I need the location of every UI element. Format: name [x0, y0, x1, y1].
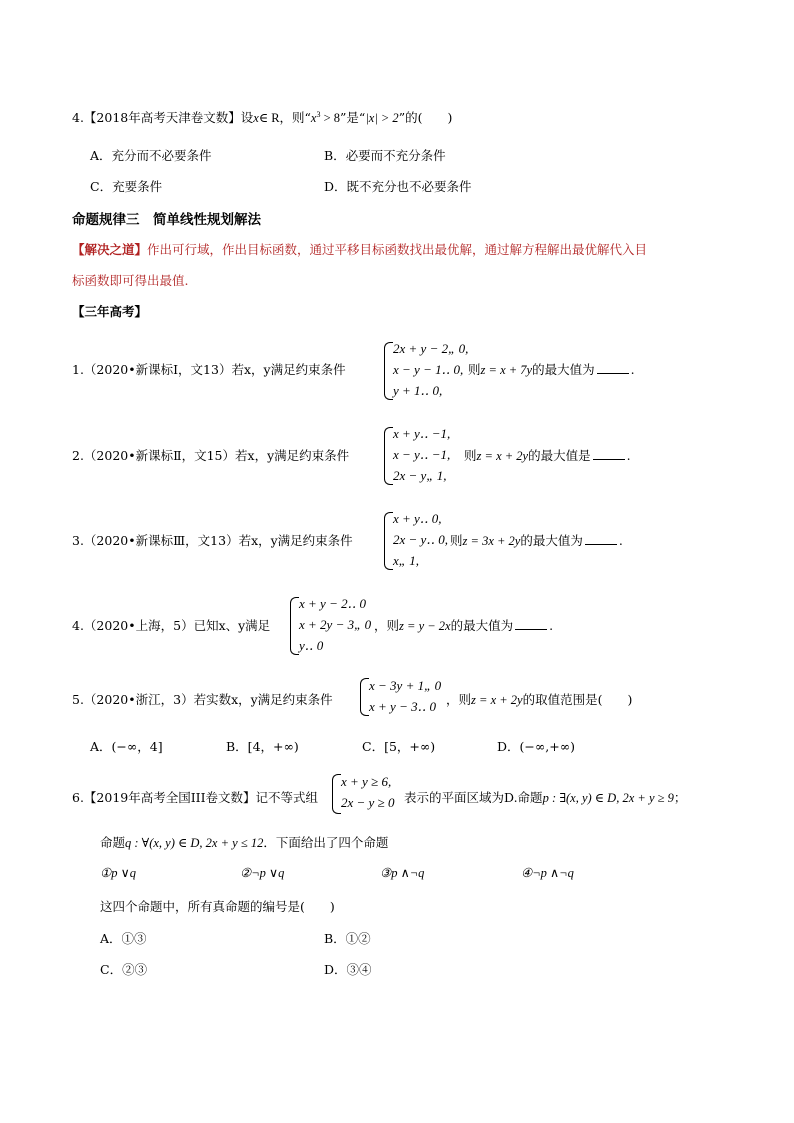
p1-cond-1: 2x + y − 2„ 0, — [393, 341, 469, 356]
p5-objective: z = x + 2y — [471, 693, 523, 707]
p3-brace — [384, 512, 393, 570]
method-line-1 — [72, 240, 647, 258]
q4-option-b[interactable]: B．必要而不充分条件 — [324, 148, 446, 163]
p1-brace — [384, 342, 393, 400]
q4-mid1: ，则“ — [279, 110, 311, 125]
q4-option-a[interactable]: A．充分而不必要条件 — [90, 148, 212, 163]
p4-prefix: 4.（2020•上海，5）已知x、y满足 — [72, 618, 271, 633]
section-title: 命题规律三 简单线性规划解法 — [72, 212, 261, 228]
p3-then: 则 — [450, 533, 463, 548]
p6-mid: 表示的平面区域为D.命题 — [404, 790, 543, 805]
q4-option-d[interactable]: D．既不充分也不必要条件 — [324, 179, 472, 194]
p6-constraints — [341, 771, 394, 813]
p2-prefix: 2.（2020•新课标Ⅱ，文15）若x，y满足约束条件 — [72, 448, 350, 463]
p4-brace — [290, 597, 299, 655]
p6-compound-3: ③p ∧¬q — [380, 866, 425, 880]
q4-stem — [72, 108, 452, 126]
p4-cond-2: x + 2y − 3„ 0 — [299, 617, 372, 632]
p5-prefix: 5.（2020•浙江，3）若实数x，y满足约束条件 — [72, 692, 333, 707]
p1-end: . — [630, 362, 635, 377]
p6-q-line — [100, 833, 388, 851]
p3-ask: 的最大值为 — [520, 533, 583, 548]
p6-q-tail: ．下面给出了四个命题 — [263, 835, 389, 850]
p5-option-a[interactable]: A．(−∞，4] — [90, 739, 163, 754]
p3-answer-blank[interactable] — [585, 533, 617, 545]
p6-compound-2: ②¬p ∨q — [240, 866, 285, 880]
p2-cond-2: x − y‥ −1, — [393, 447, 451, 462]
p6-option-a[interactable]: A．①③ — [100, 931, 147, 946]
p3-cond-3: x„ 1, — [393, 553, 419, 568]
p2-then: 则 — [464, 448, 477, 463]
p6-prefix: 6.【2019年高考全国III卷文数】记不等式组 — [72, 790, 319, 805]
p1-ask: 的最大值为 — [532, 362, 595, 377]
q4-expr1b: > 8 — [320, 111, 341, 125]
p1-answer-blank[interactable] — [597, 362, 629, 374]
p3-constraints — [393, 508, 448, 571]
p1-cond-2: x − y − 1‥ 0, — [393, 362, 464, 377]
p2-cond-1: x + y‥ −1, — [393, 426, 451, 441]
p3-cond-2: 2x − y‥ 0, — [393, 532, 448, 547]
p5-cond-1: x − 3y + 1„ 0 — [369, 678, 442, 693]
p1-constraints — [393, 338, 468, 401]
q4-expr1: x — [310, 111, 317, 125]
p5-ask: 的取值范围是( ) — [522, 692, 633, 707]
three-years-label: 【三年高考】 — [72, 304, 148, 319]
p6-option-d[interactable]: D．③④ — [324, 962, 372, 977]
p4-then: ，则 — [374, 618, 400, 633]
p2-ask: 的最大值是 — [528, 448, 591, 463]
q4-tail: ”的( ) — [398, 110, 453, 125]
p1-then: 则 — [468, 362, 481, 377]
p3-end: . — [618, 533, 623, 548]
p6-p-end: ； — [673, 790, 687, 805]
p6-proposition-q: q : ∀(x, y) ∈ D, 2x + y ≤ 12 — [125, 836, 264, 850]
p4-cond-1: x + y − 2‥ 0 — [299, 596, 367, 611]
p5-constraints — [369, 675, 441, 717]
p6-option-c[interactable]: C．②③ — [100, 962, 148, 977]
p5-then: ，则 — [446, 692, 472, 707]
p4-cond-3: y‥ 0 — [299, 638, 324, 653]
p6-compound-4: ④¬p ∧¬q — [521, 866, 574, 880]
p5-cond-2: x + y − 3‥ 0 — [369, 699, 437, 714]
p5-brace — [360, 678, 369, 716]
p2-end: . — [626, 448, 631, 463]
p3-cond-1: x + y‥ 0, — [393, 511, 442, 526]
q4-expr2: |x| > 2 — [365, 111, 399, 125]
p3-prefix: 3.（2020•新课标Ⅲ，文13）若x，y满足约束条件 — [72, 533, 353, 548]
method-label: 【解决之道】 — [72, 242, 148, 257]
p2-brace — [384, 427, 393, 485]
p4-tail — [374, 616, 553, 634]
method-line-2: 标函数即可得出最值. — [72, 273, 189, 288]
p2-objective: z = x + 2y — [476, 449, 529, 463]
p6-stem-tail — [404, 788, 686, 806]
p3-objective: z = 3x + 2y — [462, 534, 521, 548]
p1-prefix: 1.（2020•新课标Ⅰ，文13）若x，y满足约束条件 — [72, 362, 346, 377]
p4-end: . — [549, 618, 554, 633]
p5-option-b[interactable]: B．[4，+∞) — [226, 739, 299, 754]
p6-proposition-p: p : ∃(x, y) ∈ D, 2x + y ≥ 9 — [542, 791, 674, 805]
p6-option-b[interactable]: B．①② — [324, 931, 371, 946]
p2-tail — [464, 446, 631, 464]
p6-ask: 这四个命题中，所有真命题的编号是( ) — [100, 899, 335, 914]
p5-option-c[interactable]: C．[5，+∞) — [362, 739, 436, 754]
p4-objective: z = y − 2x — [399, 619, 451, 633]
q4-option-c[interactable]: C．充要条件 — [90, 179, 163, 194]
p1-cond-3: y + 1‥ 0, — [393, 383, 443, 398]
p2-constraints — [393, 423, 450, 486]
p4-ask: 的最大值为 — [450, 618, 514, 633]
p2-answer-blank[interactable] — [593, 448, 625, 460]
q4-mid2: ”是“ — [340, 110, 366, 125]
q4-lead: 4.【2018年高考天津卷文数】设 — [72, 110, 254, 125]
p6-brace — [332, 774, 341, 814]
q4-sup: 3 — [316, 109, 321, 119]
p6-cond-2: 2x − y ≥ 0 — [341, 795, 395, 810]
q4-set: ∈ R — [258, 111, 280, 125]
q4-var: x — [253, 111, 259, 125]
p3-tail — [450, 531, 623, 549]
p5-tail — [446, 690, 632, 708]
p4-answer-blank[interactable] — [515, 618, 547, 630]
p6-compound-1: ①p ∨q — [100, 866, 136, 880]
p6-cond-1: x + y ≥ 6, — [341, 774, 392, 789]
p1-tail — [468, 360, 635, 378]
p5-option-d[interactable]: D．(−∞,+∞) — [497, 739, 576, 754]
method-text-1: 作出可行域，作出目标函数，通过平移目标函数找出最优解，通过解方程解出最优解代入目 — [147, 242, 648, 257]
p6-q-label: 命题 — [100, 835, 126, 850]
p1-objective: z = x + 7y — [480, 363, 533, 377]
p4-constraints — [299, 593, 371, 656]
p2-cond-3: 2x − y„ 1, — [393, 468, 447, 483]
